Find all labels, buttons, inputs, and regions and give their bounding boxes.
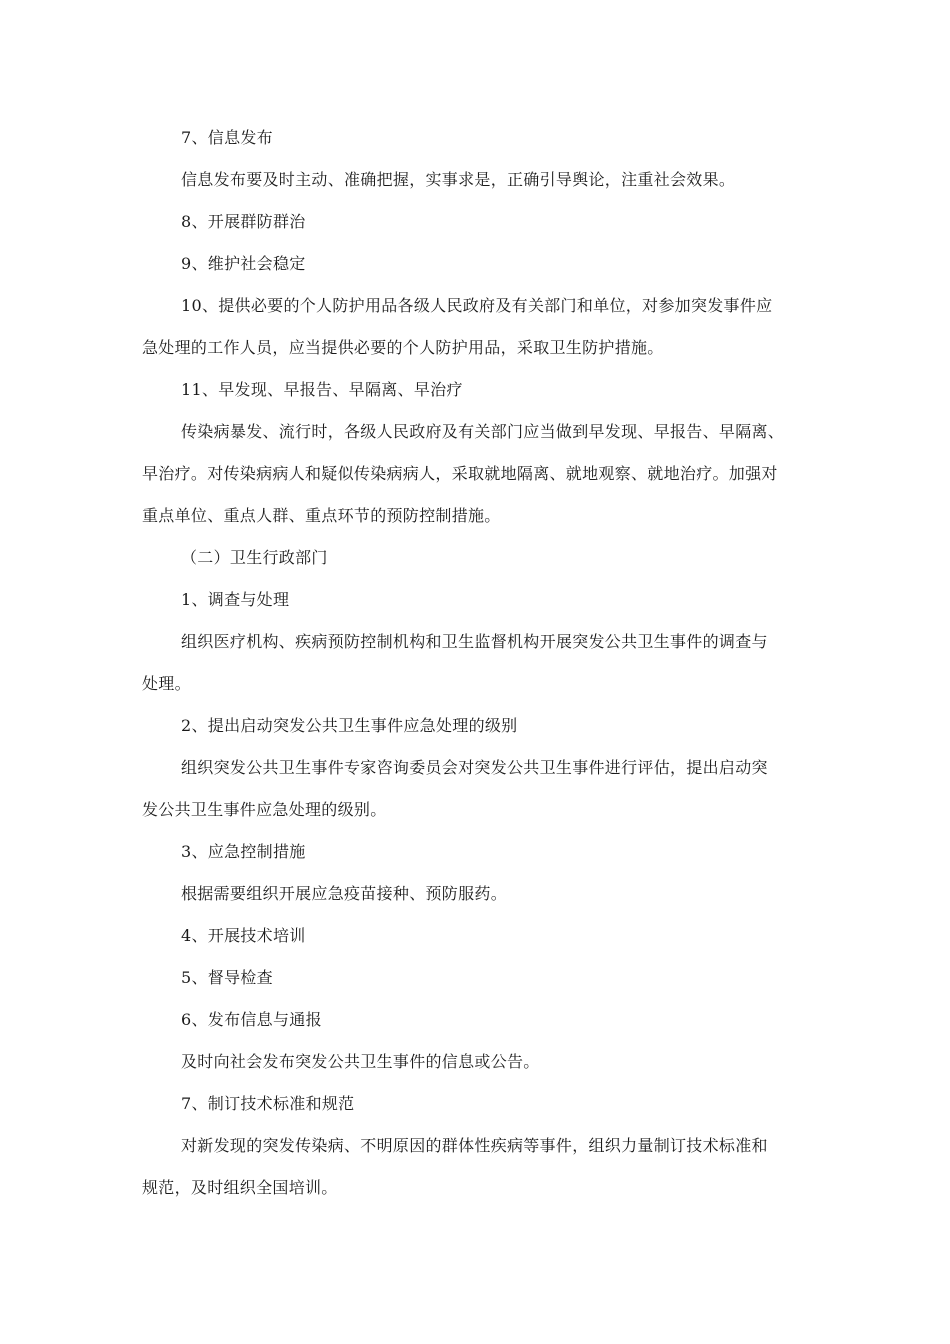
paragraph-line: 根据需要组织开展应急疫苗接种、预防服药。 bbox=[181, 884, 508, 903]
paragraph-line: 对新发现的突发传染病、不明原因的群体性疾病等事件，组织力量制订技术标准和 bbox=[181, 1136, 768, 1155]
paragraph-line: 早治疗。对传染病病人和疑似传染病病人，采取就地隔离、就地观察、就地治疗。加强对 bbox=[142, 464, 778, 483]
paragraph-line: 传染病暴发、流行时，各级人民政府及有关部门应当做到早发现、早报告、早隔离、 bbox=[181, 422, 785, 441]
paragraph-line: 及时向社会发布突发公共卫生事件的信息或公告。 bbox=[181, 1052, 540, 1071]
heading-8-mass-prevention: 8、开展群防群治 bbox=[181, 212, 306, 231]
heading-2-emergency-level: 2、提出启动突发公共卫生事件应急处理的级别 bbox=[181, 716, 518, 735]
heading-4-technical-training: 4、开展技术培训 bbox=[181, 926, 306, 945]
paragraph-line: 急处理的工作人员，应当提供必要的个人防护用品，采取卫生防护措施。 bbox=[142, 338, 664, 357]
heading-10-protective-equipment: 10、提供必要的个人防护用品各级人民政府及有关部门和单位，对参加突发事件应 bbox=[181, 296, 773, 315]
heading-6-info-notification: 6、发布信息与通报 bbox=[181, 1010, 322, 1029]
paragraph-line: 组织突发公共卫生事件专家咨询委员会对突发公共卫生事件进行评估，提出启动突 bbox=[181, 758, 768, 777]
heading-11-early-detection: 11、早发现、早报告、早隔离、早治疗 bbox=[181, 380, 463, 399]
paragraph-line: 规范，及时组织全国培训。 bbox=[142, 1178, 338, 1197]
heading-1-investigation: 1、调查与处理 bbox=[181, 590, 290, 609]
paragraph-line: 处理。 bbox=[142, 674, 191, 693]
paragraph-line: 信息发布要及时主动、准确把握，实事求是，正确引导舆论，注重社会效果。 bbox=[181, 170, 736, 189]
heading-7-info-release: 7、信息发布 bbox=[181, 128, 273, 147]
heading-5-supervision: 5、督导检查 bbox=[181, 968, 273, 987]
paragraph-line: 组织医疗机构、疾病预防控制机构和卫生监督机构开展突发公共卫生事件的调查与 bbox=[181, 632, 768, 651]
heading-7-technical-standards: 7、制订技术标准和规范 bbox=[181, 1094, 355, 1113]
paragraph-line: 重点单位、重点人群、重点环节的预防控制措施。 bbox=[142, 506, 501, 525]
heading-3-control-measures: 3、应急控制措施 bbox=[181, 842, 306, 861]
heading-9-social-stability: 9、维护社会稳定 bbox=[181, 254, 306, 273]
paragraph-line: 发公共卫生事件应急处理的级别。 bbox=[142, 800, 387, 819]
section-heading-health-admin: （二）卫生行政部门 bbox=[181, 548, 328, 567]
